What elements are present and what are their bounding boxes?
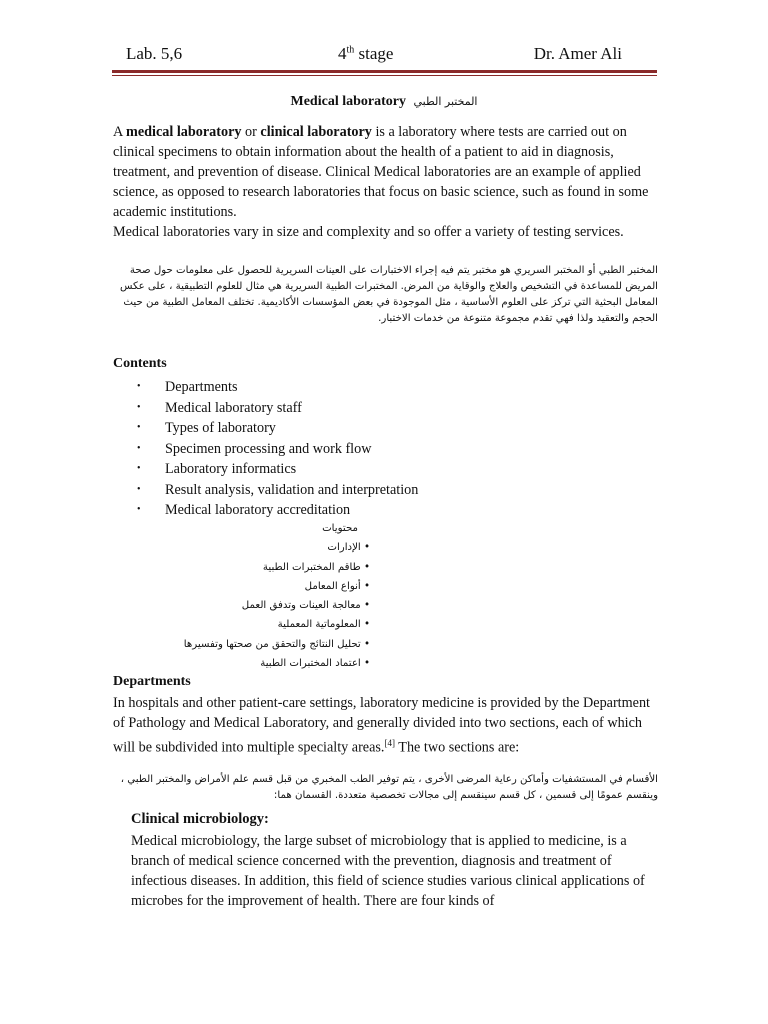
list-item: • Result analysis, validation and interpretation <box>137 481 419 498</box>
list-item: • طاقم المختبرات الطبية <box>262 561 370 573</box>
page-header <box>112 44 624 68</box>
list-item: • اعتماد المختبرات الطبية <box>260 658 370 670</box>
title-arabic: المختبر الطبي <box>413 95 478 108</box>
microbiology-paragraph: Medical microbiology, the large subset of microbiology that is applied to medicine, is a branch of medical science concerned with the prevention, diagnosis and treatment of infectious diseases. In addition, this field of science studies various clinical applications of microbes for the improvement of health. There are four kinds of <box>131 833 645 909</box>
page-title <box>0 94 768 110</box>
list-item: • Medical laboratory accreditation <box>137 502 351 518</box>
list-item: • المعلوماتية المعملية <box>277 619 370 631</box>
header-rule-thin <box>112 75 657 76</box>
list-item: • معالجة العينات وتدفق العمل <box>241 600 370 612</box>
arabic-departments-paragraph: الأقسام في المستشفيات وأماكن رعاية المرضى الأخرى ، يتم توفير الطب المخبري من قبل قسم علم الأمراض والمختبر الطبي ، وينقسم عمومًا إلى قسمين ، كل قسم سينقسم إلى مجالات تخصصية متعددة. القسمان هما: <box>120 774 658 801</box>
list-item: • Laboratory informatics <box>137 461 297 477</box>
list-item: • Departments <box>137 379 238 395</box>
header-author: Dr. Amer Ali <box>533 44 622 63</box>
list-item: • Medical laboratory staff <box>137 399 302 416</box>
size-paragraph: Medical laboratories vary in size and complexity and so offer a variety of testing services. <box>113 224 624 240</box>
contents-heading: Contents <box>113 356 167 371</box>
header-lab-number: Lab. 5,6 <box>126 44 183 63</box>
header-rule-thick <box>112 70 657 73</box>
departments-paragraph: In hospitals and other patient-care settings, laboratory medicine is provided by the Department of Pathology and Medical Laboratory, and generally divided into two sections, each of which will be subdivided into multiple specialty areas.[4] The two sections are: <box>113 695 650 756</box>
list-item: • أنواع المعامل <box>304 580 370 592</box>
microbiology-heading: Clinical microbiology: <box>131 811 269 827</box>
title-english: Medical laboratory <box>290 94 406 109</box>
list-item: • Specimen processing and work flow <box>137 440 372 457</box>
list-item: • Types of laboratory <box>137 420 276 436</box>
list-item: • تحليل النتائج والتحقق من صحتها وتفسيرها <box>183 638 370 650</box>
intro-paragraph: A medical laboratory or clinical laboratory is a laboratory where tests are carried out on clinical specimens to obtain information about the health of a patient to aid in diagnosis, treatment, and prevention of disease. Clinical Medical laboratories are an example of applied science, as opposed to research laboratories that focus on basic science, such as found in some academic institutions. <box>113 124 649 220</box>
header-stage: 4th stage <box>338 44 394 63</box>
arabic-contents-heading: محتويات <box>322 523 358 534</box>
citation-link[interactable]: [4] <box>384 738 395 748</box>
contents-list <box>137 377 418 521</box>
arabic-contents-list <box>150 519 370 673</box>
departments-heading: Departments <box>113 674 191 689</box>
list-item: • الإدارات <box>327 542 370 554</box>
arabic-intro-paragraph: المختبر الطبي أو المختبر السريري هو مختبر يتم فيه إجراء الاختبارات على العينات السريرية للحصول على معلومات حول صحة المريض للمساعدة في التشخيص والعلاج والوقاية من المرض. المختبرات الطبية السريرية هي مثال للعلوم التطبيقية ، على عكس المعامل البحثية التي تركز على العلوم الأساسية ، مثل الموجودة في بعض المؤسسات الأكاديمية. تختلف المعامل الطبية من حيث الحجم والتعقيد ولذا فهي تقدم مجموعة متنوعة من خدمات الاختبار. <box>120 265 658 324</box>
